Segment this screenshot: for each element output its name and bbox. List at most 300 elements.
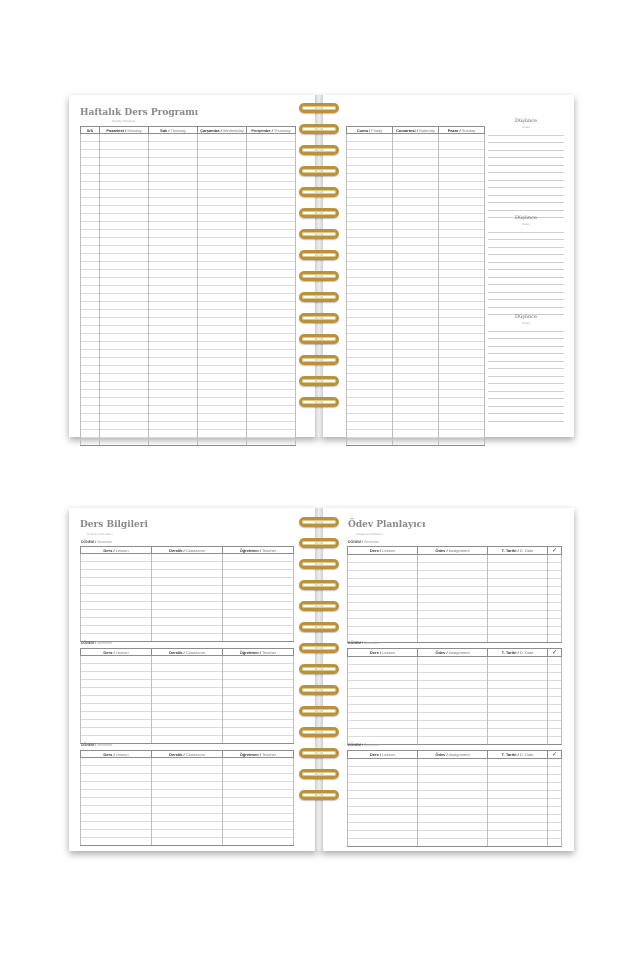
table-cell[interactable]	[439, 182, 485, 190]
table-cell[interactable]	[348, 603, 418, 611]
table-cell[interactable]	[152, 798, 223, 806]
note-line[interactable]	[488, 181, 564, 189]
table-cell[interactable]	[198, 398, 247, 406]
table-cell[interactable]	[223, 578, 294, 586]
table-cell[interactable]	[247, 326, 296, 334]
table-cell[interactable]	[418, 713, 488, 721]
table-cell[interactable]	[418, 563, 488, 571]
table-cell[interactable]	[223, 570, 294, 578]
table-cell[interactable]	[439, 438, 485, 446]
note-line[interactable]	[488, 407, 564, 415]
table-cell[interactable]	[81, 294, 100, 302]
table-cell[interactable]	[488, 563, 548, 571]
table-cell[interactable]	[247, 438, 296, 446]
table-cell[interactable]	[347, 342, 393, 350]
table-cell[interactable]	[393, 254, 439, 262]
table-cell[interactable]	[347, 374, 393, 382]
table-cell[interactable]	[81, 398, 100, 406]
table-cell[interactable]	[439, 190, 485, 198]
table-cell[interactable]	[488, 611, 548, 619]
table-cell[interactable]	[247, 270, 296, 278]
table-cell[interactable]	[100, 254, 149, 262]
table-cell[interactable]	[488, 697, 548, 705]
table-cell[interactable]	[247, 318, 296, 326]
table-cell[interactable]	[393, 390, 439, 398]
table-cell[interactable]	[488, 681, 548, 689]
table-cell[interactable]	[152, 814, 223, 822]
table-cell[interactable]	[347, 430, 393, 438]
table-cell[interactable]	[393, 430, 439, 438]
table-cell[interactable]	[439, 302, 485, 310]
table-cell[interactable]	[393, 374, 439, 382]
table-cell[interactable]	[100, 438, 149, 446]
table-cell[interactable]	[152, 578, 223, 586]
table-cell[interactable]	[247, 214, 296, 222]
table-cell[interactable]	[247, 246, 296, 254]
table-cell[interactable]	[81, 334, 100, 342]
table-cell[interactable]	[488, 627, 548, 635]
table-cell[interactable]	[223, 586, 294, 594]
table-cell[interactable]	[198, 206, 247, 214]
table-cell[interactable]	[548, 689, 562, 697]
table-cell[interactable]	[149, 270, 198, 278]
table-cell[interactable]	[81, 672, 152, 680]
table-cell[interactable]	[198, 254, 247, 262]
table-cell[interactable]	[81, 238, 100, 246]
table-cell[interactable]	[439, 310, 485, 318]
table-cell[interactable]	[393, 174, 439, 182]
table-cell[interactable]	[149, 422, 198, 430]
table-cell[interactable]	[247, 358, 296, 366]
table-cell[interactable]	[439, 382, 485, 390]
table-cell[interactable]	[348, 807, 418, 815]
table-cell[interactable]	[347, 286, 393, 294]
table-cell[interactable]	[439, 198, 485, 206]
note-line[interactable]	[488, 196, 564, 204]
note-line[interactable]	[488, 392, 564, 400]
table-cell[interactable]	[488, 815, 548, 823]
table-cell[interactable]	[247, 206, 296, 214]
table-cell[interactable]	[488, 831, 548, 839]
table-cell[interactable]	[347, 190, 393, 198]
table-cell[interactable]	[81, 438, 100, 446]
table-cell[interactable]	[439, 134, 485, 142]
table-cell[interactable]	[393, 438, 439, 446]
table-cell[interactable]	[81, 142, 100, 150]
table-cell[interactable]	[198, 134, 247, 142]
table-cell[interactable]	[348, 595, 418, 603]
table-cell[interactable]	[149, 246, 198, 254]
table-cell[interactable]	[223, 806, 294, 814]
table-cell[interactable]	[223, 720, 294, 728]
table-cell[interactable]	[223, 602, 294, 610]
table-cell[interactable]	[439, 318, 485, 326]
table-cell[interactable]	[149, 230, 198, 238]
table-cell[interactable]	[149, 326, 198, 334]
table-cell[interactable]	[247, 366, 296, 374]
table-cell[interactable]	[149, 342, 198, 350]
table-cell[interactable]	[393, 310, 439, 318]
table-cell[interactable]	[198, 358, 247, 366]
table-cell[interactable]	[548, 721, 562, 729]
table-cell[interactable]	[548, 737, 562, 745]
table-cell[interactable]	[439, 142, 485, 150]
table-cell[interactable]	[223, 782, 294, 790]
table-cell[interactable]	[223, 798, 294, 806]
table-cell[interactable]	[348, 555, 418, 563]
table-cell[interactable]	[548, 705, 562, 713]
table-cell[interactable]	[393, 366, 439, 374]
table-cell[interactable]	[81, 342, 100, 350]
table-cell[interactable]	[348, 783, 418, 791]
table-cell[interactable]	[393, 166, 439, 174]
table-cell[interactable]	[149, 358, 198, 366]
table-cell[interactable]	[81, 134, 100, 142]
table-cell[interactable]	[418, 595, 488, 603]
note-line[interactable]	[488, 332, 564, 340]
table-cell[interactable]	[418, 635, 488, 643]
note-line[interactable]	[488, 362, 564, 370]
table-cell[interactable]	[198, 230, 247, 238]
table-cell[interactable]	[100, 246, 149, 254]
table-cell[interactable]	[418, 681, 488, 689]
table-cell[interactable]	[100, 182, 149, 190]
table-cell[interactable]	[100, 158, 149, 166]
table-cell[interactable]	[488, 555, 548, 563]
table-cell[interactable]	[223, 822, 294, 830]
table-cell[interactable]	[81, 366, 100, 374]
table-cell[interactable]	[81, 190, 100, 198]
note-line[interactable]	[488, 384, 564, 392]
table-cell[interactable]	[81, 618, 152, 626]
table-cell[interactable]	[393, 334, 439, 342]
table-cell[interactable]	[348, 627, 418, 635]
table-cell[interactable]	[198, 262, 247, 270]
table-cell[interactable]	[488, 729, 548, 737]
table-cell[interactable]	[548, 729, 562, 737]
table-cell[interactable]	[418, 603, 488, 611]
table-cell[interactable]	[81, 390, 100, 398]
table-cell[interactable]	[198, 142, 247, 150]
table-cell[interactable]	[223, 656, 294, 664]
table-cell[interactable]	[152, 602, 223, 610]
note-line[interactable]	[488, 300, 564, 308]
table-cell[interactable]	[348, 563, 418, 571]
table-cell[interactable]	[393, 342, 439, 350]
table-cell[interactable]	[439, 414, 485, 422]
table-cell[interactable]	[100, 422, 149, 430]
table-cell[interactable]	[100, 270, 149, 278]
table-cell[interactable]	[81, 798, 152, 806]
table-cell[interactable]	[81, 214, 100, 222]
table-cell[interactable]	[198, 246, 247, 254]
table-cell[interactable]	[152, 586, 223, 594]
table-cell[interactable]	[149, 206, 198, 214]
table-cell[interactable]	[152, 766, 223, 774]
table-cell[interactable]	[347, 270, 393, 278]
table-cell[interactable]	[100, 286, 149, 294]
table-cell[interactable]	[100, 326, 149, 334]
note-line[interactable]	[488, 158, 564, 166]
table-cell[interactable]	[488, 759, 548, 767]
table-cell[interactable]	[548, 579, 562, 587]
table-cell[interactable]	[439, 334, 485, 342]
table-cell[interactable]	[100, 342, 149, 350]
table-cell[interactable]	[149, 310, 198, 318]
table-cell[interactable]	[81, 158, 100, 166]
table-cell[interactable]	[247, 230, 296, 238]
note-line[interactable]	[488, 225, 564, 233]
table-cell[interactable]	[152, 728, 223, 736]
note-line[interactable]	[488, 285, 564, 293]
table-cell[interactable]	[149, 430, 198, 438]
note-line[interactable]	[488, 339, 564, 347]
table-cell[interactable]	[347, 214, 393, 222]
table-cell[interactable]	[348, 697, 418, 705]
table-cell[interactable]	[223, 610, 294, 618]
table-cell[interactable]	[393, 382, 439, 390]
table-cell[interactable]	[247, 350, 296, 358]
table-cell[interactable]	[100, 262, 149, 270]
table-cell[interactable]	[198, 302, 247, 310]
table-cell[interactable]	[439, 358, 485, 366]
table-cell[interactable]	[488, 603, 548, 611]
table-cell[interactable]	[152, 610, 223, 618]
table-cell[interactable]	[393, 238, 439, 246]
note-line[interactable]	[488, 324, 564, 332]
table-cell[interactable]	[247, 310, 296, 318]
table-cell[interactable]	[198, 374, 247, 382]
table-cell[interactable]	[198, 366, 247, 374]
table-cell[interactable]	[418, 665, 488, 673]
table-cell[interactable]	[100, 174, 149, 182]
table-cell[interactable]	[418, 571, 488, 579]
table-cell[interactable]	[100, 190, 149, 198]
table-cell[interactable]	[152, 656, 223, 664]
table-cell[interactable]	[439, 374, 485, 382]
table-cell[interactable]	[81, 570, 152, 578]
table-cell[interactable]	[81, 302, 100, 310]
table-cell[interactable]	[149, 222, 198, 230]
table-cell[interactable]	[347, 166, 393, 174]
table-cell[interactable]	[548, 767, 562, 775]
table-cell[interactable]	[247, 150, 296, 158]
table-cell[interactable]	[439, 166, 485, 174]
table-cell[interactable]	[152, 720, 223, 728]
table-cell[interactable]	[548, 611, 562, 619]
table-cell[interactable]	[393, 222, 439, 230]
table-cell[interactable]	[347, 158, 393, 166]
table-cell[interactable]	[247, 382, 296, 390]
table-cell[interactable]	[198, 334, 247, 342]
table-cell[interactable]	[548, 571, 562, 579]
table-cell[interactable]	[223, 618, 294, 626]
table-cell[interactable]	[418, 627, 488, 635]
table-cell[interactable]	[81, 174, 100, 182]
table-cell[interactable]	[418, 815, 488, 823]
table-cell[interactable]	[149, 214, 198, 222]
table-cell[interactable]	[81, 422, 100, 430]
table-cell[interactable]	[418, 697, 488, 705]
table-cell[interactable]	[223, 696, 294, 704]
note-line[interactable]	[488, 173, 564, 181]
table-cell[interactable]	[347, 422, 393, 430]
table-cell[interactable]	[247, 334, 296, 342]
table-cell[interactable]	[149, 294, 198, 302]
table-cell[interactable]	[488, 595, 548, 603]
table-cell[interactable]	[418, 555, 488, 563]
table-cell[interactable]	[81, 656, 152, 664]
table-cell[interactable]	[149, 286, 198, 294]
table-cell[interactable]	[152, 774, 223, 782]
table-cell[interactable]	[100, 214, 149, 222]
table-cell[interactable]	[488, 579, 548, 587]
table-cell[interactable]	[149, 334, 198, 342]
table-cell[interactable]	[247, 166, 296, 174]
note-line[interactable]	[488, 293, 564, 301]
table-cell[interactable]	[439, 206, 485, 214]
table-cell[interactable]	[198, 222, 247, 230]
table-cell[interactable]	[198, 214, 247, 222]
table-cell[interactable]	[348, 673, 418, 681]
table-cell[interactable]	[247, 390, 296, 398]
table-cell[interactable]	[418, 705, 488, 713]
table-cell[interactable]	[347, 174, 393, 182]
table-cell[interactable]	[348, 839, 418, 847]
table-cell[interactable]	[393, 134, 439, 142]
table-cell[interactable]	[347, 134, 393, 142]
table-cell[interactable]	[81, 326, 100, 334]
table-cell[interactable]	[247, 198, 296, 206]
table-cell[interactable]	[347, 246, 393, 254]
note-line[interactable]	[488, 248, 564, 256]
table-cell[interactable]	[100, 390, 149, 398]
table-cell[interactable]	[247, 190, 296, 198]
table-cell[interactable]	[247, 238, 296, 246]
table-cell[interactable]	[81, 602, 152, 610]
table-cell[interactable]	[149, 406, 198, 414]
table-cell[interactable]	[418, 823, 488, 831]
table-cell[interactable]	[418, 775, 488, 783]
table-cell[interactable]	[81, 704, 152, 712]
table-cell[interactable]	[347, 230, 393, 238]
table-cell[interactable]	[548, 555, 562, 563]
table-cell[interactable]	[81, 578, 152, 586]
table-cell[interactable]	[81, 262, 100, 270]
table-cell[interactable]	[152, 830, 223, 838]
table-cell[interactable]	[152, 680, 223, 688]
table-cell[interactable]	[81, 664, 152, 672]
table-cell[interactable]	[439, 294, 485, 302]
table-cell[interactable]	[548, 839, 562, 847]
table-cell[interactable]	[81, 758, 152, 766]
table-cell[interactable]	[548, 603, 562, 611]
table-cell[interactable]	[100, 374, 149, 382]
table-cell[interactable]	[418, 783, 488, 791]
table-cell[interactable]	[149, 158, 198, 166]
table-cell[interactable]	[198, 342, 247, 350]
table-cell[interactable]	[198, 270, 247, 278]
table-cell[interactable]	[548, 665, 562, 673]
table-cell[interactable]	[247, 374, 296, 382]
table-cell[interactable]	[347, 254, 393, 262]
table-cell[interactable]	[347, 390, 393, 398]
table-cell[interactable]	[81, 358, 100, 366]
table-cell[interactable]	[247, 406, 296, 414]
table-cell[interactable]	[347, 206, 393, 214]
table-cell[interactable]	[347, 302, 393, 310]
note-line[interactable]	[488, 414, 564, 422]
table-cell[interactable]	[152, 712, 223, 720]
table-cell[interactable]	[348, 579, 418, 587]
table-cell[interactable]	[439, 246, 485, 254]
table-cell[interactable]	[223, 704, 294, 712]
table-cell[interactable]	[548, 799, 562, 807]
table-cell[interactable]	[198, 438, 247, 446]
table-cell[interactable]	[393, 262, 439, 270]
table-cell[interactable]	[81, 270, 100, 278]
table-cell[interactable]	[149, 382, 198, 390]
table-cell[interactable]	[81, 374, 100, 382]
table-cell[interactable]	[393, 326, 439, 334]
table-cell[interactable]	[347, 382, 393, 390]
table-cell[interactable]	[418, 839, 488, 847]
table-cell[interactable]	[152, 554, 223, 562]
table-cell[interactable]	[548, 823, 562, 831]
table-cell[interactable]	[198, 158, 247, 166]
table-cell[interactable]	[439, 270, 485, 278]
table-cell[interactable]	[152, 634, 223, 642]
table-cell[interactable]	[393, 358, 439, 366]
table-cell[interactable]	[198, 294, 247, 302]
table-cell[interactable]	[348, 823, 418, 831]
note-line[interactable]	[488, 270, 564, 278]
table-cell[interactable]	[348, 791, 418, 799]
table-cell[interactable]	[393, 294, 439, 302]
table-cell[interactable]	[348, 705, 418, 713]
table-cell[interactable]	[81, 594, 152, 602]
note-line[interactable]	[488, 240, 564, 248]
table-cell[interactable]	[348, 815, 418, 823]
table-cell[interactable]	[198, 198, 247, 206]
table-cell[interactable]	[347, 318, 393, 326]
table-cell[interactable]	[100, 310, 149, 318]
table-cell[interactable]	[548, 595, 562, 603]
table-cell[interactable]	[347, 142, 393, 150]
table-cell[interactable]	[488, 807, 548, 815]
note-line[interactable]	[488, 255, 564, 263]
table-cell[interactable]	[152, 570, 223, 578]
table-cell[interactable]	[81, 222, 100, 230]
table-cell[interactable]	[393, 230, 439, 238]
table-cell[interactable]	[247, 262, 296, 270]
table-cell[interactable]	[348, 619, 418, 627]
table-cell[interactable]	[149, 150, 198, 158]
table-cell[interactable]	[548, 831, 562, 839]
table-cell[interactable]	[198, 390, 247, 398]
table-cell[interactable]	[548, 635, 562, 643]
table-cell[interactable]	[548, 759, 562, 767]
table-cell[interactable]	[81, 414, 100, 422]
table-cell[interactable]	[223, 554, 294, 562]
table-cell[interactable]	[439, 222, 485, 230]
table-cell[interactable]	[198, 182, 247, 190]
table-cell[interactable]	[152, 672, 223, 680]
table-cell[interactable]	[393, 398, 439, 406]
table-cell[interactable]	[347, 366, 393, 374]
table-cell[interactable]	[149, 166, 198, 174]
table-cell[interactable]	[488, 737, 548, 745]
